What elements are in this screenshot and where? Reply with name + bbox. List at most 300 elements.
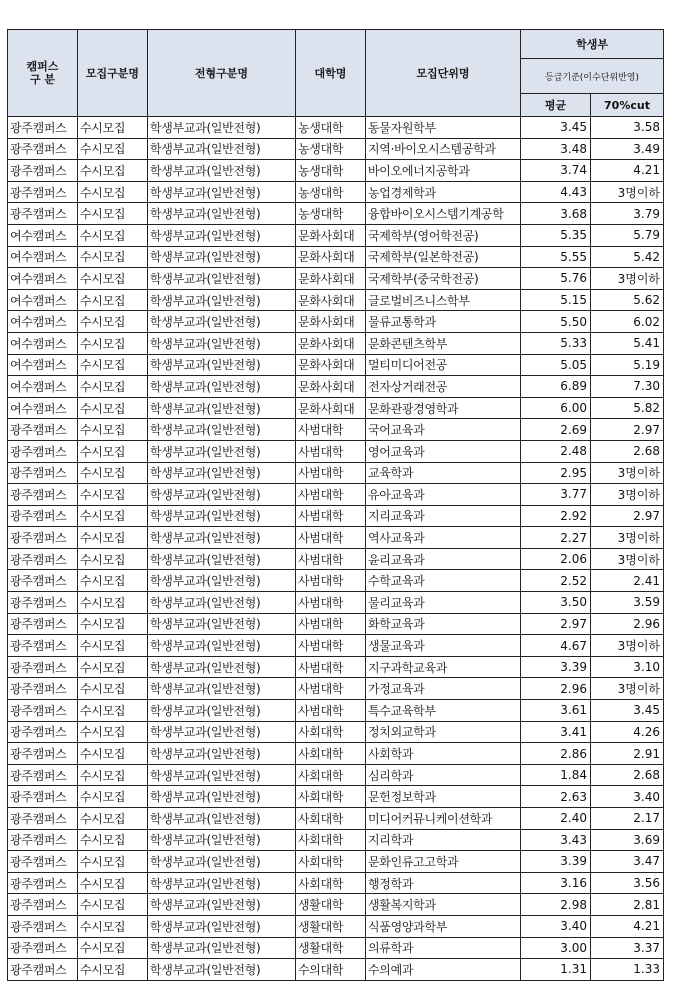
cell-average: 6.00 <box>521 397 591 419</box>
cell-recruit-type: 수시모집 <box>78 937 148 959</box>
cell-unit: 윤리교육과 <box>366 548 521 570</box>
cell-selection-type: 학생부교과(일반전형) <box>148 527 296 549</box>
cell-college: 사회대학 <box>296 829 366 851</box>
cell-recruit-type: 수시모집 <box>78 829 148 851</box>
cell-cut: 3명이하 <box>591 678 664 700</box>
cell-average: 2.69 <box>521 419 591 441</box>
cell-cut: 4.21 <box>591 160 664 182</box>
cell-average: 2.52 <box>521 570 591 592</box>
cell-selection-type: 학생부교과(일반전형) <box>148 117 296 139</box>
cell-average: 5.55 <box>521 246 591 268</box>
cell-campus: 광주캠퍼스 <box>8 548 78 570</box>
cell-selection-type: 학생부교과(일반전형) <box>148 419 296 441</box>
table-row <box>8 138 664 160</box>
cell-average: 6.89 <box>521 376 591 398</box>
header-recruit-type: 모집구분명 <box>78 30 148 117</box>
cell-cut: 3.37 <box>591 937 664 959</box>
cell-cut: 3.58 <box>591 117 664 139</box>
cell-unit: 심리학과 <box>366 764 521 786</box>
cell-campus: 여수캠퍼스 <box>8 246 78 268</box>
cell-unit: 지리학과 <box>366 829 521 851</box>
cell-cut: 2.81 <box>591 894 664 916</box>
cell-campus: 광주캠퍼스 <box>8 117 78 139</box>
cell-unit: 물리교육과 <box>366 592 521 614</box>
cell-recruit-type: 수시모집 <box>78 721 148 743</box>
cell-average: 3.45 <box>521 117 591 139</box>
cell-selection-type: 학생부교과(일반전형) <box>148 181 296 203</box>
cell-campus: 광주캠퍼스 <box>8 613 78 635</box>
cell-selection-type: 학생부교과(일반전형) <box>148 354 296 376</box>
cell-cut: 3.69 <box>591 829 664 851</box>
header-campus: 캠퍼스 구 분 <box>8 30 78 117</box>
cell-college: 농생대학 <box>296 138 366 160</box>
table-row <box>8 332 664 354</box>
cell-college: 사회대학 <box>296 851 366 873</box>
cell-unit: 지구과학교육과 <box>366 656 521 678</box>
cell-average: 2.48 <box>521 440 591 462</box>
cell-cut: 4.21 <box>591 915 664 937</box>
cell-unit: 특수교육학부 <box>366 700 521 722</box>
cell-selection-type: 학생부교과(일반전형) <box>148 246 296 268</box>
cell-selection-type: 학생부교과(일반전형) <box>148 678 296 700</box>
cell-cut: 3.47 <box>591 851 664 873</box>
cell-average: 3.43 <box>521 829 591 851</box>
cell-recruit-type: 수시모집 <box>78 548 148 570</box>
cell-college: 사범대학 <box>296 548 366 570</box>
cell-campus: 여수캠퍼스 <box>8 268 78 290</box>
cell-campus: 광주캠퍼스 <box>8 527 78 549</box>
cell-unit: 국제학부(영어학전공) <box>366 224 521 246</box>
cell-selection-type: 학생부교과(일반전형) <box>148 203 296 225</box>
table-row <box>8 484 664 506</box>
cell-selection-type: 학생부교과(일반전형) <box>148 851 296 873</box>
cell-unit: 지리교육과 <box>366 505 521 527</box>
cell-college: 생활대학 <box>296 915 366 937</box>
cell-recruit-type: 수시모집 <box>78 160 148 182</box>
cell-college: 농생대학 <box>296 117 366 139</box>
cell-average: 3.39 <box>521 851 591 873</box>
cell-unit: 화학교육과 <box>366 613 521 635</box>
cell-college: 수의대학 <box>296 959 366 981</box>
header-selection-type: 전형구분명 <box>148 30 296 117</box>
cell-college: 사범대학 <box>296 570 366 592</box>
table-row <box>8 959 664 981</box>
cell-college: 문화사회대 <box>296 289 366 311</box>
cell-recruit-type: 수시모집 <box>78 743 148 765</box>
cell-average: 3.68 <box>521 203 591 225</box>
cell-campus: 광주캠퍼스 <box>8 419 78 441</box>
cell-cut: 4.26 <box>591 721 664 743</box>
cell-college: 문화사회대 <box>296 246 366 268</box>
cell-average: 3.16 <box>521 872 591 894</box>
cell-college: 문화사회대 <box>296 224 366 246</box>
cell-recruit-type: 수시모집 <box>78 462 148 484</box>
cell-college: 사회대학 <box>296 721 366 743</box>
cell-average: 3.41 <box>521 721 591 743</box>
table-row <box>8 289 664 311</box>
cell-selection-type: 학생부교과(일반전형) <box>148 937 296 959</box>
cell-unit: 유아교육과 <box>366 484 521 506</box>
cell-average: 2.92 <box>521 505 591 527</box>
cell-average: 1.31 <box>521 959 591 981</box>
table-row <box>8 570 664 592</box>
cell-campus: 광주캠퍼스 <box>8 894 78 916</box>
table-row <box>8 786 664 808</box>
cell-unit: 물류교통학과 <box>366 311 521 333</box>
cell-unit: 정치외교학과 <box>366 721 521 743</box>
cell-cut: 2.17 <box>591 808 664 830</box>
cell-selection-type: 학생부교과(일반전형) <box>148 570 296 592</box>
cell-selection-type: 학생부교과(일반전형) <box>148 915 296 937</box>
cell-college: 사회대학 <box>296 786 366 808</box>
cell-campus: 여수캠퍼스 <box>8 397 78 419</box>
cell-cut: 3.10 <box>591 656 664 678</box>
cell-unit: 생활복지학과 <box>366 894 521 916</box>
cell-recruit-type: 수시모집 <box>78 268 148 290</box>
cell-college: 사범대학 <box>296 484 366 506</box>
cell-campus: 광주캠퍼스 <box>8 440 78 462</box>
table-row <box>8 548 664 570</box>
cell-recruit-type: 수시모집 <box>78 289 148 311</box>
cell-average: 2.97 <box>521 613 591 635</box>
cell-cut: 3.79 <box>591 203 664 225</box>
cell-selection-type: 학생부교과(일반전형) <box>148 894 296 916</box>
table-row <box>8 937 664 959</box>
cell-campus: 여수캠퍼스 <box>8 311 78 333</box>
cell-college: 농생대학 <box>296 181 366 203</box>
cell-selection-type: 학생부교과(일반전형) <box>148 700 296 722</box>
table-row <box>8 268 664 290</box>
header-average: 평균 <box>521 94 591 117</box>
cell-campus: 여수캠퍼스 <box>8 354 78 376</box>
table-row <box>8 872 664 894</box>
cell-average: 2.27 <box>521 527 591 549</box>
cell-unit: 역사교육과 <box>366 527 521 549</box>
cell-campus: 광주캠퍼스 <box>8 462 78 484</box>
cell-recruit-type: 수시모집 <box>78 181 148 203</box>
cell-cut: 2.68 <box>591 440 664 462</box>
cell-college: 농생대학 <box>296 203 366 225</box>
cell-cut: 5.42 <box>591 246 664 268</box>
cell-campus: 여수캠퍼스 <box>8 224 78 246</box>
cell-cut: 5.82 <box>591 397 664 419</box>
cell-selection-type: 학생부교과(일반전형) <box>148 332 296 354</box>
cell-unit: 행정학과 <box>366 872 521 894</box>
cell-selection-type: 학생부교과(일반전형) <box>148 548 296 570</box>
cell-unit: 문화콘텐츠학부 <box>366 332 521 354</box>
cell-recruit-type: 수시모집 <box>78 915 148 937</box>
table-row <box>8 505 664 527</box>
cell-unit: 사회학과 <box>366 743 521 765</box>
table-row <box>8 203 664 225</box>
cell-college: 문화사회대 <box>296 354 366 376</box>
cell-unit: 수학교육과 <box>366 570 521 592</box>
header-student-record: 학생부 <box>521 30 664 59</box>
cell-average: 5.76 <box>521 268 591 290</box>
cell-recruit-type: 수시모집 <box>78 397 148 419</box>
cell-campus: 광주캠퍼스 <box>8 203 78 225</box>
cell-unit: 영어교육과 <box>366 440 521 462</box>
cell-cut: 2.91 <box>591 743 664 765</box>
cell-selection-type: 학생부교과(일반전형) <box>148 959 296 981</box>
cell-average: 3.00 <box>521 937 591 959</box>
cell-cut: 5.62 <box>591 289 664 311</box>
cell-selection-type: 학생부교과(일반전형) <box>148 721 296 743</box>
cell-cut: 3.56 <box>591 872 664 894</box>
cell-college: 사범대학 <box>296 527 366 549</box>
cell-selection-type: 학생부교과(일반전형) <box>148 397 296 419</box>
cell-college: 생활대학 <box>296 894 366 916</box>
cell-recruit-type: 수시모집 <box>78 786 148 808</box>
cell-recruit-type: 수시모집 <box>78 678 148 700</box>
table-row <box>8 894 664 916</box>
cell-average: 2.96 <box>521 678 591 700</box>
cell-cut: 3명이하 <box>591 548 664 570</box>
cell-selection-type: 학생부교과(일반전형) <box>148 872 296 894</box>
cell-selection-type: 학생부교과(일반전형) <box>148 786 296 808</box>
admission-results-sheet <box>7 29 664 981</box>
cell-campus: 광주캠퍼스 <box>8 160 78 182</box>
cell-college: 사범대학 <box>296 462 366 484</box>
cell-college: 문화사회대 <box>296 376 366 398</box>
cell-average: 3.77 <box>521 484 591 506</box>
cell-campus: 광주캠퍼스 <box>8 505 78 527</box>
cell-cut: 3명이하 <box>591 181 664 203</box>
cell-average: 5.15 <box>521 289 591 311</box>
cell-selection-type: 학생부교과(일반전형) <box>148 160 296 182</box>
cell-selection-type: 학생부교과(일반전형) <box>148 440 296 462</box>
cell-campus: 광주캠퍼스 <box>8 743 78 765</box>
cell-cut: 3명이하 <box>591 527 664 549</box>
cell-recruit-type: 수시모집 <box>78 613 148 635</box>
header-cut: 70%cut <box>591 94 664 117</box>
cell-recruit-type: 수시모집 <box>78 656 148 678</box>
cell-average: 5.05 <box>521 354 591 376</box>
cell-cut: 2.68 <box>591 764 664 786</box>
table-row <box>8 181 664 203</box>
cell-unit: 전자상거래전공 <box>366 376 521 398</box>
cell-recruit-type: 수시모집 <box>78 138 148 160</box>
cell-recruit-type: 수시모집 <box>78 764 148 786</box>
cell-selection-type: 학생부교과(일반전형) <box>148 592 296 614</box>
cell-campus: 광주캠퍼스 <box>8 484 78 506</box>
cell-average: 2.06 <box>521 548 591 570</box>
table-row <box>8 678 664 700</box>
cell-recruit-type: 수시모집 <box>78 376 148 398</box>
cell-unit: 융합바이오시스템기계공학 <box>366 203 521 225</box>
cell-recruit-type: 수시모집 <box>78 527 148 549</box>
cell-college: 사범대학 <box>296 656 366 678</box>
cell-selection-type: 학생부교과(일반전형) <box>148 138 296 160</box>
cell-selection-type: 학생부교과(일반전형) <box>148 462 296 484</box>
cell-selection-type: 학생부교과(일반전형) <box>148 268 296 290</box>
cell-recruit-type: 수시모집 <box>78 224 148 246</box>
cell-selection-type: 학생부교과(일반전형) <box>148 764 296 786</box>
table-row <box>8 160 664 182</box>
cell-college: 사범대학 <box>296 678 366 700</box>
cell-cut: 2.96 <box>591 613 664 635</box>
cell-college: 문화사회대 <box>296 268 366 290</box>
cell-college: 사범대학 <box>296 592 366 614</box>
table-row <box>8 440 664 462</box>
cell-cut: 1.33 <box>591 959 664 981</box>
cell-unit: 미디어커뮤니케이션학과 <box>366 808 521 830</box>
table-row <box>8 462 664 484</box>
cell-unit: 국제학부(일본학전공) <box>366 246 521 268</box>
cell-unit: 문화인류고고학과 <box>366 851 521 873</box>
admission-table <box>7 29 664 981</box>
cell-cut: 3.59 <box>591 592 664 614</box>
cell-recruit-type: 수시모집 <box>78 808 148 830</box>
cell-recruit-type: 수시모집 <box>78 570 148 592</box>
header-college: 대학명 <box>296 30 366 117</box>
cell-campus: 광주캠퍼스 <box>8 678 78 700</box>
cell-cut: 5.41 <box>591 332 664 354</box>
cell-average: 3.39 <box>521 656 591 678</box>
cell-college: 사회대학 <box>296 808 366 830</box>
cell-selection-type: 학생부교과(일반전형) <box>148 635 296 657</box>
cell-average: 4.43 <box>521 181 591 203</box>
cell-campus: 광주캠퍼스 <box>8 138 78 160</box>
cell-college: 사범대학 <box>296 440 366 462</box>
cell-unit: 문화관광경영학과 <box>366 397 521 419</box>
cell-college: 사회대학 <box>296 743 366 765</box>
cell-cut: 3.49 <box>591 138 664 160</box>
cell-average: 5.33 <box>521 332 591 354</box>
cell-recruit-type: 수시모집 <box>78 117 148 139</box>
cell-recruit-type: 수시모집 <box>78 246 148 268</box>
cell-recruit-type: 수시모집 <box>78 700 148 722</box>
cell-cut: 3.40 <box>591 786 664 808</box>
cell-average: 4.67 <box>521 635 591 657</box>
cell-campus: 광주캠퍼스 <box>8 656 78 678</box>
table-row <box>8 527 664 549</box>
cell-unit: 가정교육과 <box>366 678 521 700</box>
cell-unit: 의류학과 <box>366 937 521 959</box>
cell-cut: 2.41 <box>591 570 664 592</box>
cell-average: 3.74 <box>521 160 591 182</box>
table-row <box>8 808 664 830</box>
cell-campus: 여수캠퍼스 <box>8 376 78 398</box>
table-row <box>8 354 664 376</box>
cell-cut: 5.19 <box>591 354 664 376</box>
cell-campus: 광주캠퍼스 <box>8 592 78 614</box>
cell-cut: 3.45 <box>591 700 664 722</box>
cell-unit: 동물자원학부 <box>366 117 521 139</box>
cell-unit: 농업경제학과 <box>366 181 521 203</box>
cell-unit: 멀티미디어전공 <box>366 354 521 376</box>
table-row <box>8 246 664 268</box>
cell-college: 농생대학 <box>296 160 366 182</box>
cell-campus: 광주캠퍼스 <box>8 700 78 722</box>
cell-average: 3.50 <box>521 592 591 614</box>
cell-average: 2.63 <box>521 786 591 808</box>
cell-unit: 글로벌비즈니스학부 <box>366 289 521 311</box>
header-unit: 모집단위명 <box>366 30 521 117</box>
cell-campus: 광주캠퍼스 <box>8 959 78 981</box>
cell-unit: 국제학부(중국학전공) <box>366 268 521 290</box>
table-row <box>8 829 664 851</box>
table-row <box>8 117 664 139</box>
table-row <box>8 635 664 657</box>
cell-college: 사범대학 <box>296 505 366 527</box>
cell-cut: 3명이하 <box>591 268 664 290</box>
table-row <box>8 915 664 937</box>
cell-selection-type: 학생부교과(일반전형) <box>148 743 296 765</box>
cell-cut: 2.97 <box>591 419 664 441</box>
cell-selection-type: 학생부교과(일반전형) <box>148 505 296 527</box>
cell-selection-type: 학생부교과(일반전형) <box>148 613 296 635</box>
table-row <box>8 743 664 765</box>
cell-unit: 교육학과 <box>366 462 521 484</box>
cell-unit: 지역·바이오시스템공학과 <box>366 138 521 160</box>
cell-campus: 광주캠퍼스 <box>8 851 78 873</box>
cell-recruit-type: 수시모집 <box>78 354 148 376</box>
cell-selection-type: 학생부교과(일반전형) <box>148 829 296 851</box>
cell-college: 사범대학 <box>296 635 366 657</box>
cell-campus: 광주캠퍼스 <box>8 829 78 851</box>
cell-unit: 문헌정보학과 <box>366 786 521 808</box>
cell-college: 사회대학 <box>296 764 366 786</box>
table-row <box>8 376 664 398</box>
cell-college: 생활대학 <box>296 937 366 959</box>
cell-selection-type: 학생부교과(일반전형) <box>148 289 296 311</box>
cell-recruit-type: 수시모집 <box>78 419 148 441</box>
cell-cut: 3명이하 <box>591 635 664 657</box>
cell-campus: 광주캠퍼스 <box>8 915 78 937</box>
cell-recruit-type: 수시모집 <box>78 592 148 614</box>
cell-recruit-type: 수시모집 <box>78 311 148 333</box>
table-row <box>8 311 664 333</box>
cell-recruit-type: 수시모집 <box>78 894 148 916</box>
table-row <box>8 419 664 441</box>
cell-college: 문화사회대 <box>296 397 366 419</box>
cell-campus: 광주캠퍼스 <box>8 635 78 657</box>
cell-campus: 광주캠퍼스 <box>8 786 78 808</box>
table-row <box>8 656 664 678</box>
table-row <box>8 592 664 614</box>
cell-campus: 광주캠퍼스 <box>8 721 78 743</box>
cell-recruit-type: 수시모집 <box>78 505 148 527</box>
table-row <box>8 764 664 786</box>
cell-selection-type: 학생부교과(일반전형) <box>148 484 296 506</box>
cell-college: 사범대학 <box>296 613 366 635</box>
cell-selection-type: 학생부교과(일반전형) <box>148 808 296 830</box>
cell-selection-type: 학생부교과(일반전형) <box>148 311 296 333</box>
table-row <box>8 224 664 246</box>
cell-average: 5.35 <box>521 224 591 246</box>
cell-recruit-type: 수시모집 <box>78 440 148 462</box>
cell-average: 1.84 <box>521 764 591 786</box>
cell-recruit-type: 수시모집 <box>78 332 148 354</box>
cell-cut: 3명이하 <box>591 462 664 484</box>
table-body <box>8 117 664 981</box>
cell-recruit-type: 수시모집 <box>78 851 148 873</box>
table-row <box>8 851 664 873</box>
cell-selection-type: 학생부교과(일반전형) <box>148 376 296 398</box>
cell-average: 2.40 <box>521 808 591 830</box>
cell-campus: 여수캠퍼스 <box>8 332 78 354</box>
cell-recruit-type: 수시모집 <box>78 635 148 657</box>
cell-college: 문화사회대 <box>296 311 366 333</box>
cell-unit: 국어교육과 <box>366 419 521 441</box>
table-row <box>8 613 664 635</box>
cell-recruit-type: 수시모집 <box>78 484 148 506</box>
cell-recruit-type: 수시모집 <box>78 872 148 894</box>
cell-college: 사회대학 <box>296 872 366 894</box>
cell-average: 2.95 <box>521 462 591 484</box>
cell-campus: 광주캠퍼스 <box>8 937 78 959</box>
